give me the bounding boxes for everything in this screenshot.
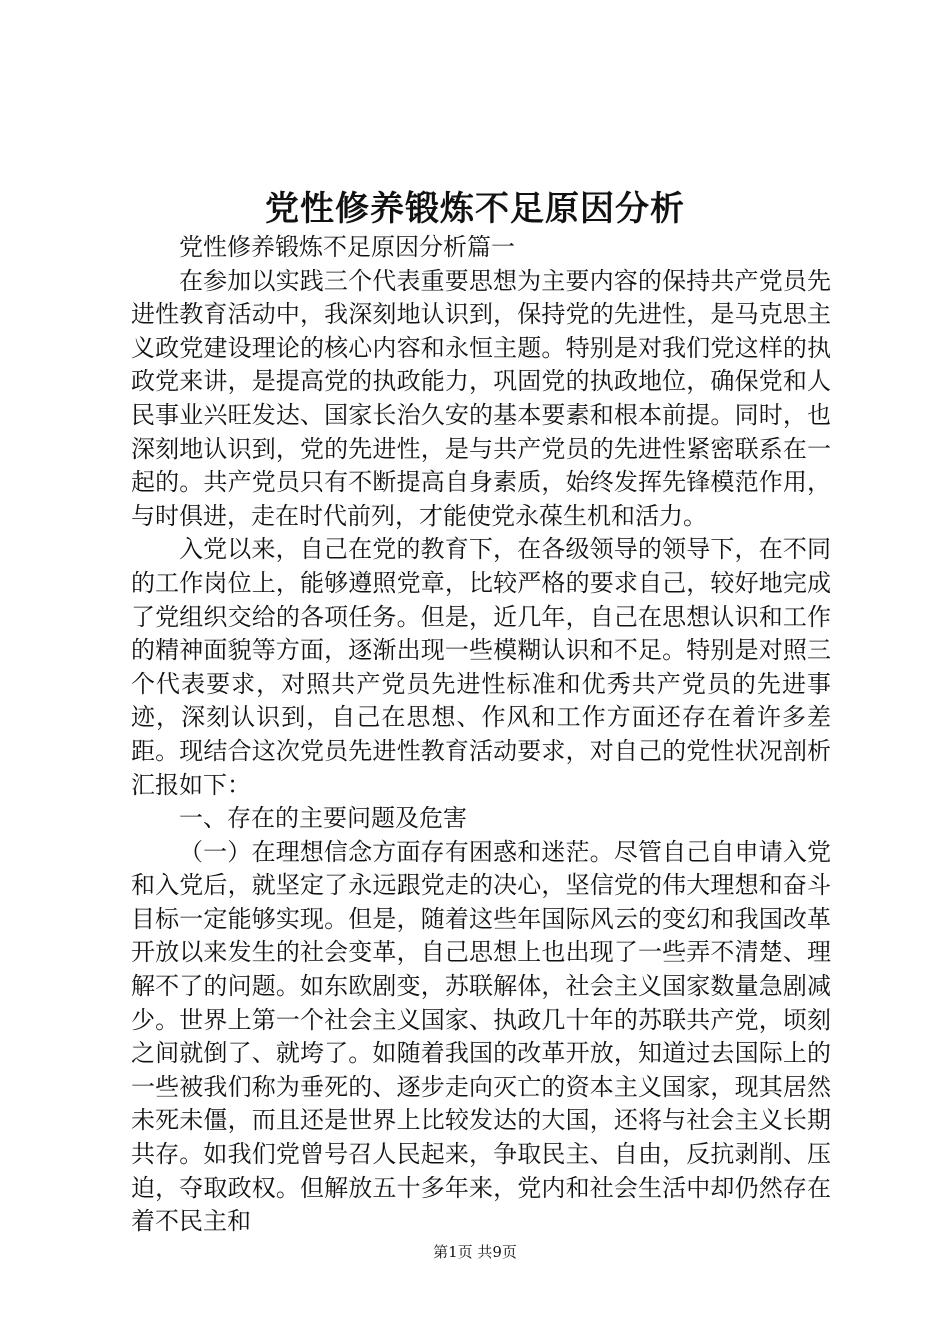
- section-heading: 一、存在的主要问题及危害: [179, 804, 467, 833]
- document-title: 党性修养锻炼不足原因分析: [265, 189, 685, 229]
- page-number-footer: 第1页 共9页: [433, 1243, 517, 1261]
- paragraph: （一）在理想信念方面存有困惑和迷茫。尽管自己自申请入党和入党后，就坚定了永远跟党走的决心，坚信党的伟大理想和奋斗目标一定能够实现。但是，随着这些年国际风云的变幻和我国改革开放以来发生的社会变革，自己思想上也出现了一些弄不清楚、理解不了的问题。如东欧剧变，苏联解体，社会主义国家数量急剧减少。世界上第一个社会主义国家、执政几十年的苏联共产党，顷刻之间就倒了、就垮了。如随着我国的改革开放，知道过去国际上的一些被我们称为垂死的、逐步走向灭亡的资本主义国家，现其居然未死未僵，而且还是世界上比较发达的大国，还将与社会主义长期共存。如我们党曾号召人民起来，争取民主、自由，反抗剥削、压迫，夺取政权。但解放五十多年来，党内和社会生活中却仍然存在着不民主和: [131, 837, 831, 1236]
- paragraph: 在参加以实践三个代表重要思想为主要内容的保持共产党员先进性教育活动中，我深刻地认识到，保持党的先进性，是马克思主义政党建设理论的核心内容和永恒主题。特别是对我们党这样的执政党来讲，是提高党的执政能力，巩固党的执政地位，确保党和人民事业兴旺发达、国家长治久安的基本要素和根本前提。同时，也深刻地认识到，党的先进性，是与共产党员的先进性紧密联系在一起的。共产党员只有不断提高自身素质，始终发挥先锋模范作用，与时俱进，走在时代前列，才能使党永葆生机和活力。: [131, 266, 831, 530]
- paragraph: 入党以来，自己在党的教育下，在各级领导的领导下，在不同的工作岗位上，能够遵照党章，比较严格的要求自己，较好地完成了党组织交给的各项任务。但是，近几年，自己在思想认识和工作的精神面貌等方面，逐渐出现一些模糊认识和不足。特别是对照三个代表要求，对照共产党员先进性标准和优秀共产党员的先进事迹，深刻认识到，自己在思想、作风和工作方面还存在着许多差距。现结合这次党员先进性教育活动要求，对自己的党性状况剖析汇报如下：: [131, 535, 831, 799]
- document-body: [131, 231, 831, 1239]
- section-heading: 党性修养锻炼不足原因分析篇一: [179, 233, 515, 261]
